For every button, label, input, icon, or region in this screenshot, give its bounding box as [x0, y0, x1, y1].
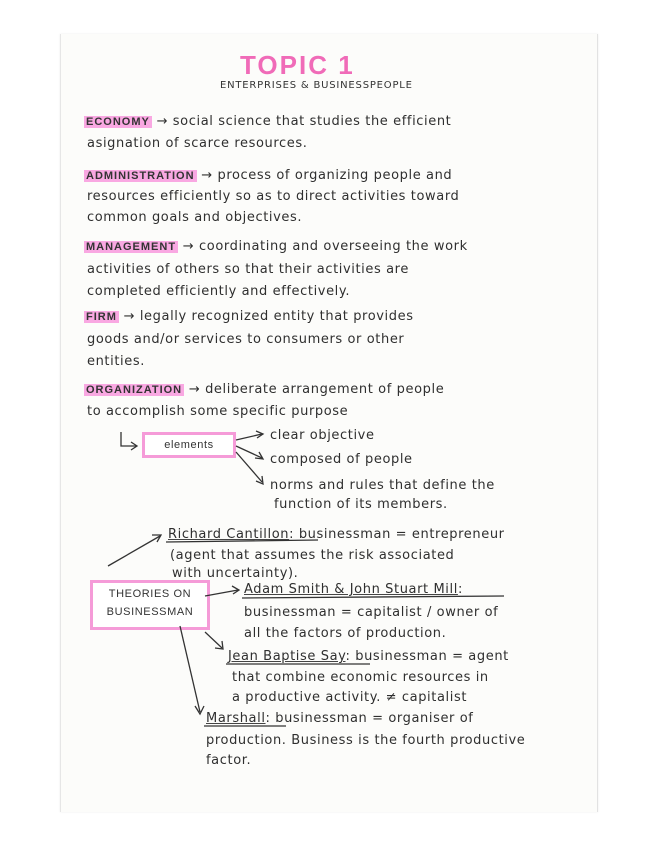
element-item: function of its members.	[274, 497, 448, 512]
theory-line: all the factors of production.	[244, 626, 447, 641]
page-title: TOPIC 1	[240, 50, 355, 80]
term-management: MANAGEMENT	[86, 241, 177, 253]
definition-line: activities of others so that their activities are	[87, 262, 409, 277]
theory-line: a productive activity. ≠ capitalist	[232, 690, 468, 705]
definition-administration: ADMINISTRATION → process of organizing people and	[86, 168, 453, 183]
theorist-name: Marshall	[206, 711, 266, 726]
arrow-theory-say	[205, 632, 222, 648]
theory-cantillon: Richard Cantillon: businessman = entrepreneur	[168, 527, 505, 542]
theory-line: production. Business is the fourth productive	[206, 733, 526, 748]
theory-say: Jean Baptise Say: businessman = agent	[228, 649, 509, 664]
element-item: composed of people	[270, 452, 413, 467]
arrow-theory-marshall	[180, 626, 200, 712]
theory-line: (agent that assumes the risk associated	[170, 548, 455, 563]
theory-line: businessman = capitalist / owner of	[244, 605, 499, 620]
theorist-name: Richard Cantillon	[168, 527, 290, 542]
definition-economy: ECONOMY → social science that studies the efficient	[86, 114, 452, 129]
theorist-name: Adam Smith & John Stuart Mill	[244, 582, 458, 597]
element-item: norms and rules that define the	[270, 478, 495, 493]
term-administration: ADMINISTRATION	[86, 170, 195, 182]
theory-line: that combine economic resources in	[232, 670, 489, 685]
page-subtitle: ENTERPRISES & BUSINESSPEOPLE	[220, 80, 413, 91]
arrow-theory-smith	[205, 590, 238, 596]
theories-box: THEORIES ON BUSINESSMAN	[90, 580, 210, 630]
definition-management: MANAGEMENT → coordinating and overseeing the work	[86, 239, 468, 254]
theory-line: factor.	[206, 753, 252, 768]
theorist-name: Jean Baptise Say	[228, 649, 346, 664]
definition-line: to accomplish some specific purpose	[87, 404, 349, 419]
definition-firm: FIRM → legally recognized entity that provides	[86, 309, 414, 324]
definition-line: resources efficiently so as to direct activities toward	[87, 189, 460, 204]
theory-smith-mill: Adam Smith & John Stuart Mill:	[244, 582, 463, 597]
definition-line: asignation of scarce resources.	[87, 136, 308, 151]
element-item: clear objective	[270, 428, 375, 443]
definition-line: common goals and objectives.	[87, 210, 303, 225]
theory-line: with uncertainty).	[172, 566, 299, 581]
term-economy: ECONOMY	[86, 116, 150, 128]
definition-line: completed efficiently and effectively.	[87, 284, 351, 299]
definition-organization: ORGANIZATION → deliberate arrangement of people	[86, 382, 445, 397]
definition-line: entities.	[87, 354, 145, 369]
elements-box: elements	[142, 432, 236, 458]
term-organization: ORGANIZATION	[86, 384, 183, 396]
term-firm: FIRM	[86, 311, 117, 323]
definition-line: goods and/or services to consumers or other	[87, 332, 405, 347]
arrow-theory-cantillon	[108, 536, 160, 566]
theory-marshall: Marshall: businessman = organiser of	[206, 711, 474, 726]
